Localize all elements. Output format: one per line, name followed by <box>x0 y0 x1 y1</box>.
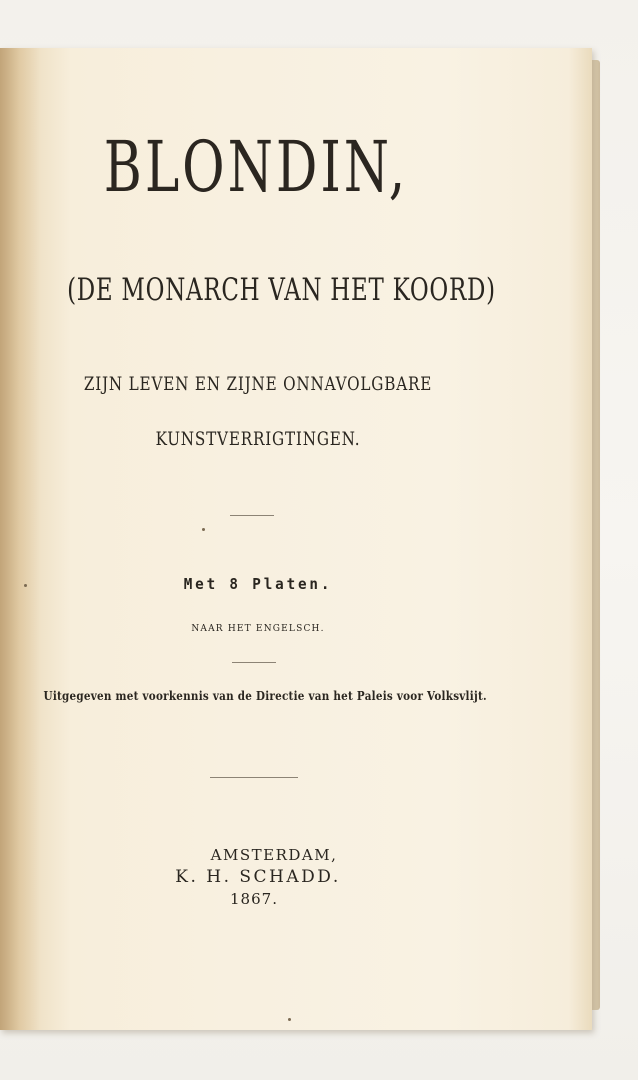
description-line-2: KUNSTVERRIGTINGEN. <box>155 428 361 450</box>
plates-note: Met 8 Platen. <box>183 575 333 593</box>
title-page <box>0 48 592 1030</box>
divider-rule-2 <box>232 662 276 663</box>
imprint-city: AMSTERDAM, <box>210 846 338 864</box>
title-page-text <box>0 48 592 1030</box>
divider-rule-3 <box>210 777 298 778</box>
paper-speck <box>24 584 27 587</box>
paper-speck <box>202 528 205 531</box>
book-title: BLONDIN, <box>103 126 409 208</box>
description-line-1: ZIJN LEVEN EN ZIJNE ONNAVOLGBARE <box>83 373 433 395</box>
imprint-publisher: K. H. SCHADD. <box>175 867 341 887</box>
divider-rule-1 <box>230 515 274 516</box>
imprint-year: 1867. <box>230 890 278 908</box>
publication-note: Uitgegeven met voorkennis van de Directie van het Paleis voor Volksvlijt. <box>43 688 487 703</box>
translation-note: NAAR HET ENGELSCH. <box>191 624 325 634</box>
book-subtitle: (DE MONARCH VAN HET KOORD) <box>67 272 496 308</box>
paper-speck <box>288 1018 291 1021</box>
